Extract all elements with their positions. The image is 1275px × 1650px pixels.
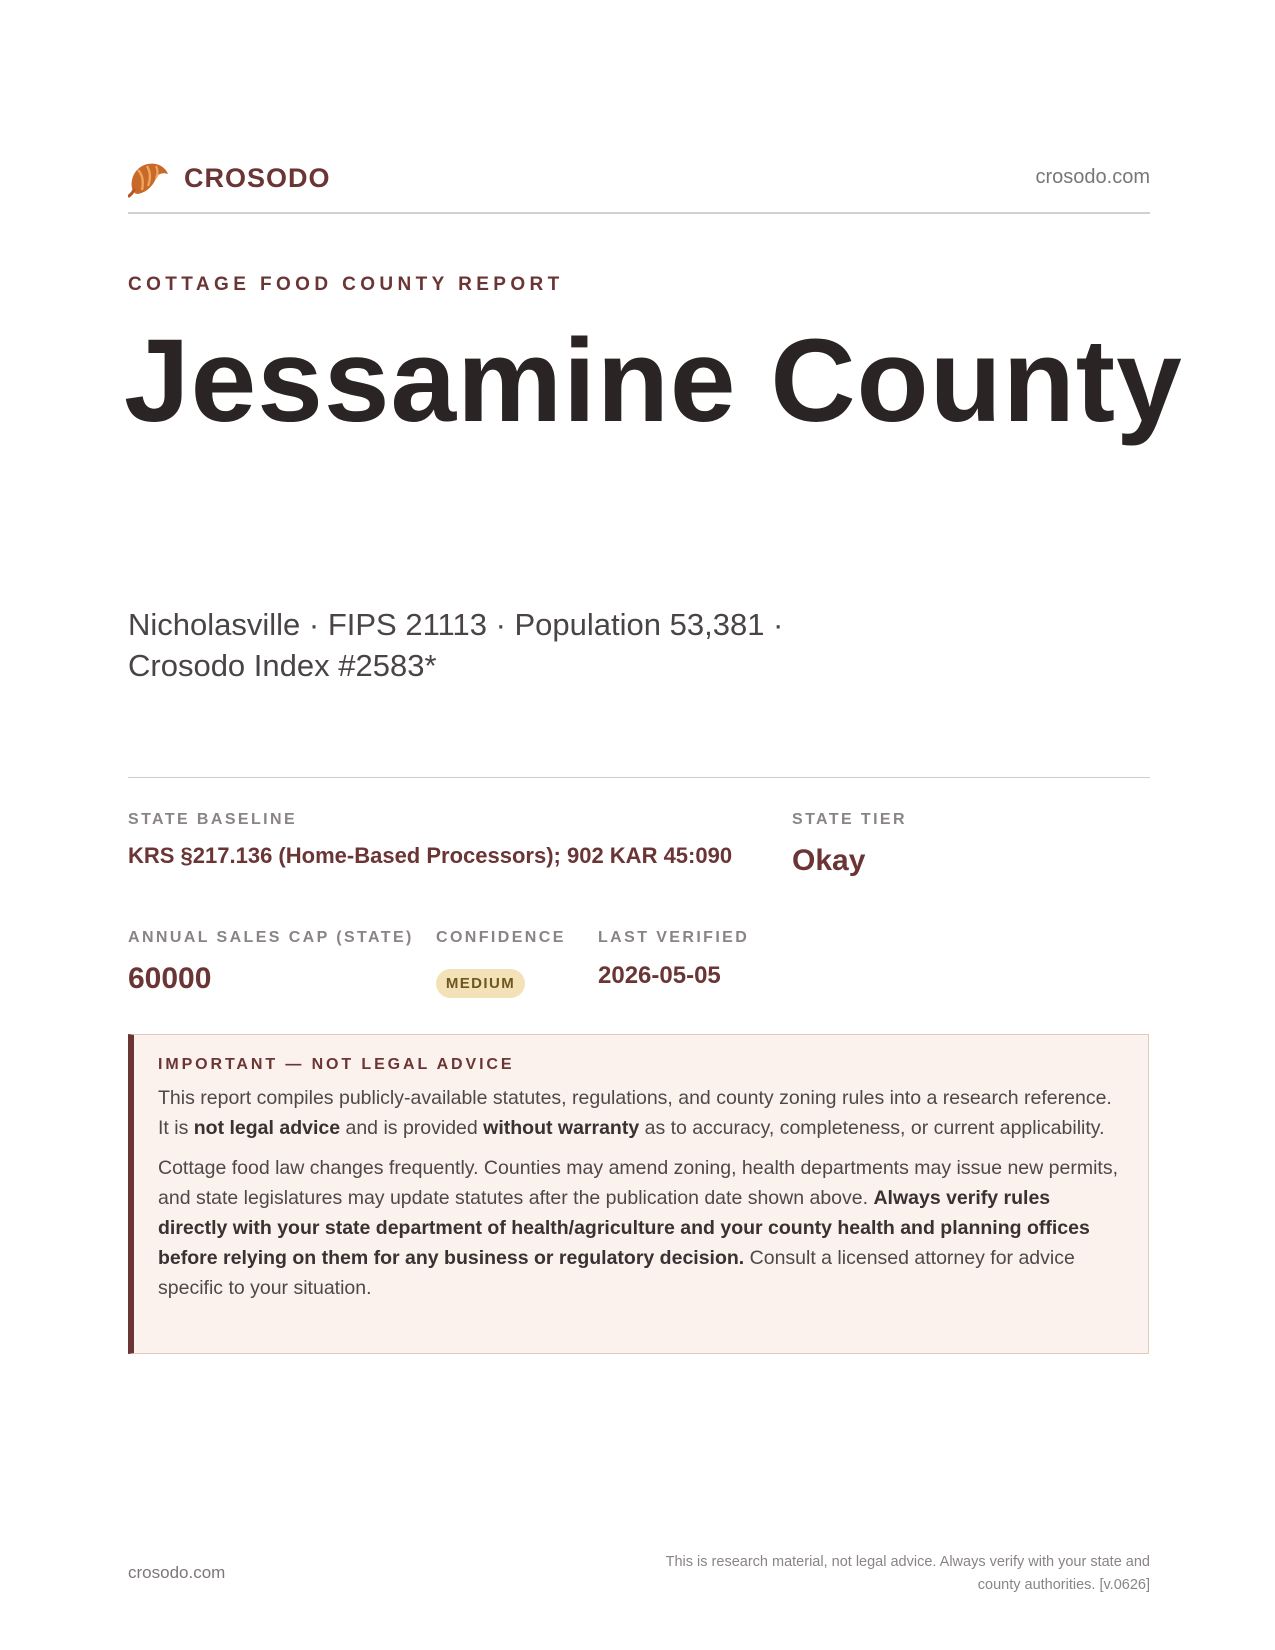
last-verified-value: 2026-05-05 [598,962,721,989]
sales-cap-value: 60000 [128,962,212,995]
report-kicker: COTTAGE FOOD COUNTY REPORT [128,274,564,295]
notice-text: Consult a licensed attorney for advice specific to your situation. [158,1247,1075,1299]
notice-emphasis: Always verify rules directly with your state department of health/agriculture and your county health and planning offices before relying on them for any business or regulatory decision. [158,1187,1090,1269]
notice-text: as to accuracy, completeness, or current applicability. [639,1117,1105,1139]
state-tier-label: STATE TIER [792,811,907,828]
section-divider [128,777,1150,778]
site-url[interactable]: crosodo.com [1035,166,1150,188]
last-verified-label: LAST VERIFIED [598,929,750,946]
croissant-icon [128,158,170,198]
legal-notice [128,1034,1149,1354]
confidence-label: CONFIDENCE [436,929,566,946]
state-baseline-label: STATE BASELINE [128,811,298,828]
footer-disclaimer: This is research material, not legal advice. Always verify with your state and county authorities. [v.0626] [665,1554,1150,1593]
notice-emphasis: not legal advice [193,1117,341,1139]
state-tier-value: Okay [792,844,866,877]
sales-cap-label: ANNUAL SALES CAP (STATE) [128,929,414,946]
footer-url[interactable]: crosodo.com [128,1563,226,1582]
notice-text: and is provided [340,1117,484,1139]
county-subtitle: Nicholasville · FIPS 21113 · Population 53,381 · Crosodo Index #2583* [128,607,784,683]
notice-emphasis: without warranty [483,1117,640,1139]
notice-text: This report compiles publicly-available statutes, regulations, and county zoning rules into a research reference. It is [158,1087,1112,1139]
brand [128,158,331,198]
notice-paragraph-2 [158,1153,1122,1303]
brand-name: CROSODO [184,162,331,193]
confidence-badge: MEDIUM [436,969,525,998]
state-baseline-value: KRS §217.136 (Home-Based Processors); 902 KAR 45:090 [128,843,733,868]
page-header [128,158,1150,214]
county-title: Jessamine County [124,315,1183,447]
notice-title: IMPORTANT — NOT LEGAL ADVICE [158,1056,515,1073]
notice-text: Cottage food law changes frequently. Counties may amend zoning, health departments may issue new permits, and state legislatures may update statutes after the publication date shown above. [158,1157,1118,1209]
notice-paragraph-1 [158,1083,1122,1143]
